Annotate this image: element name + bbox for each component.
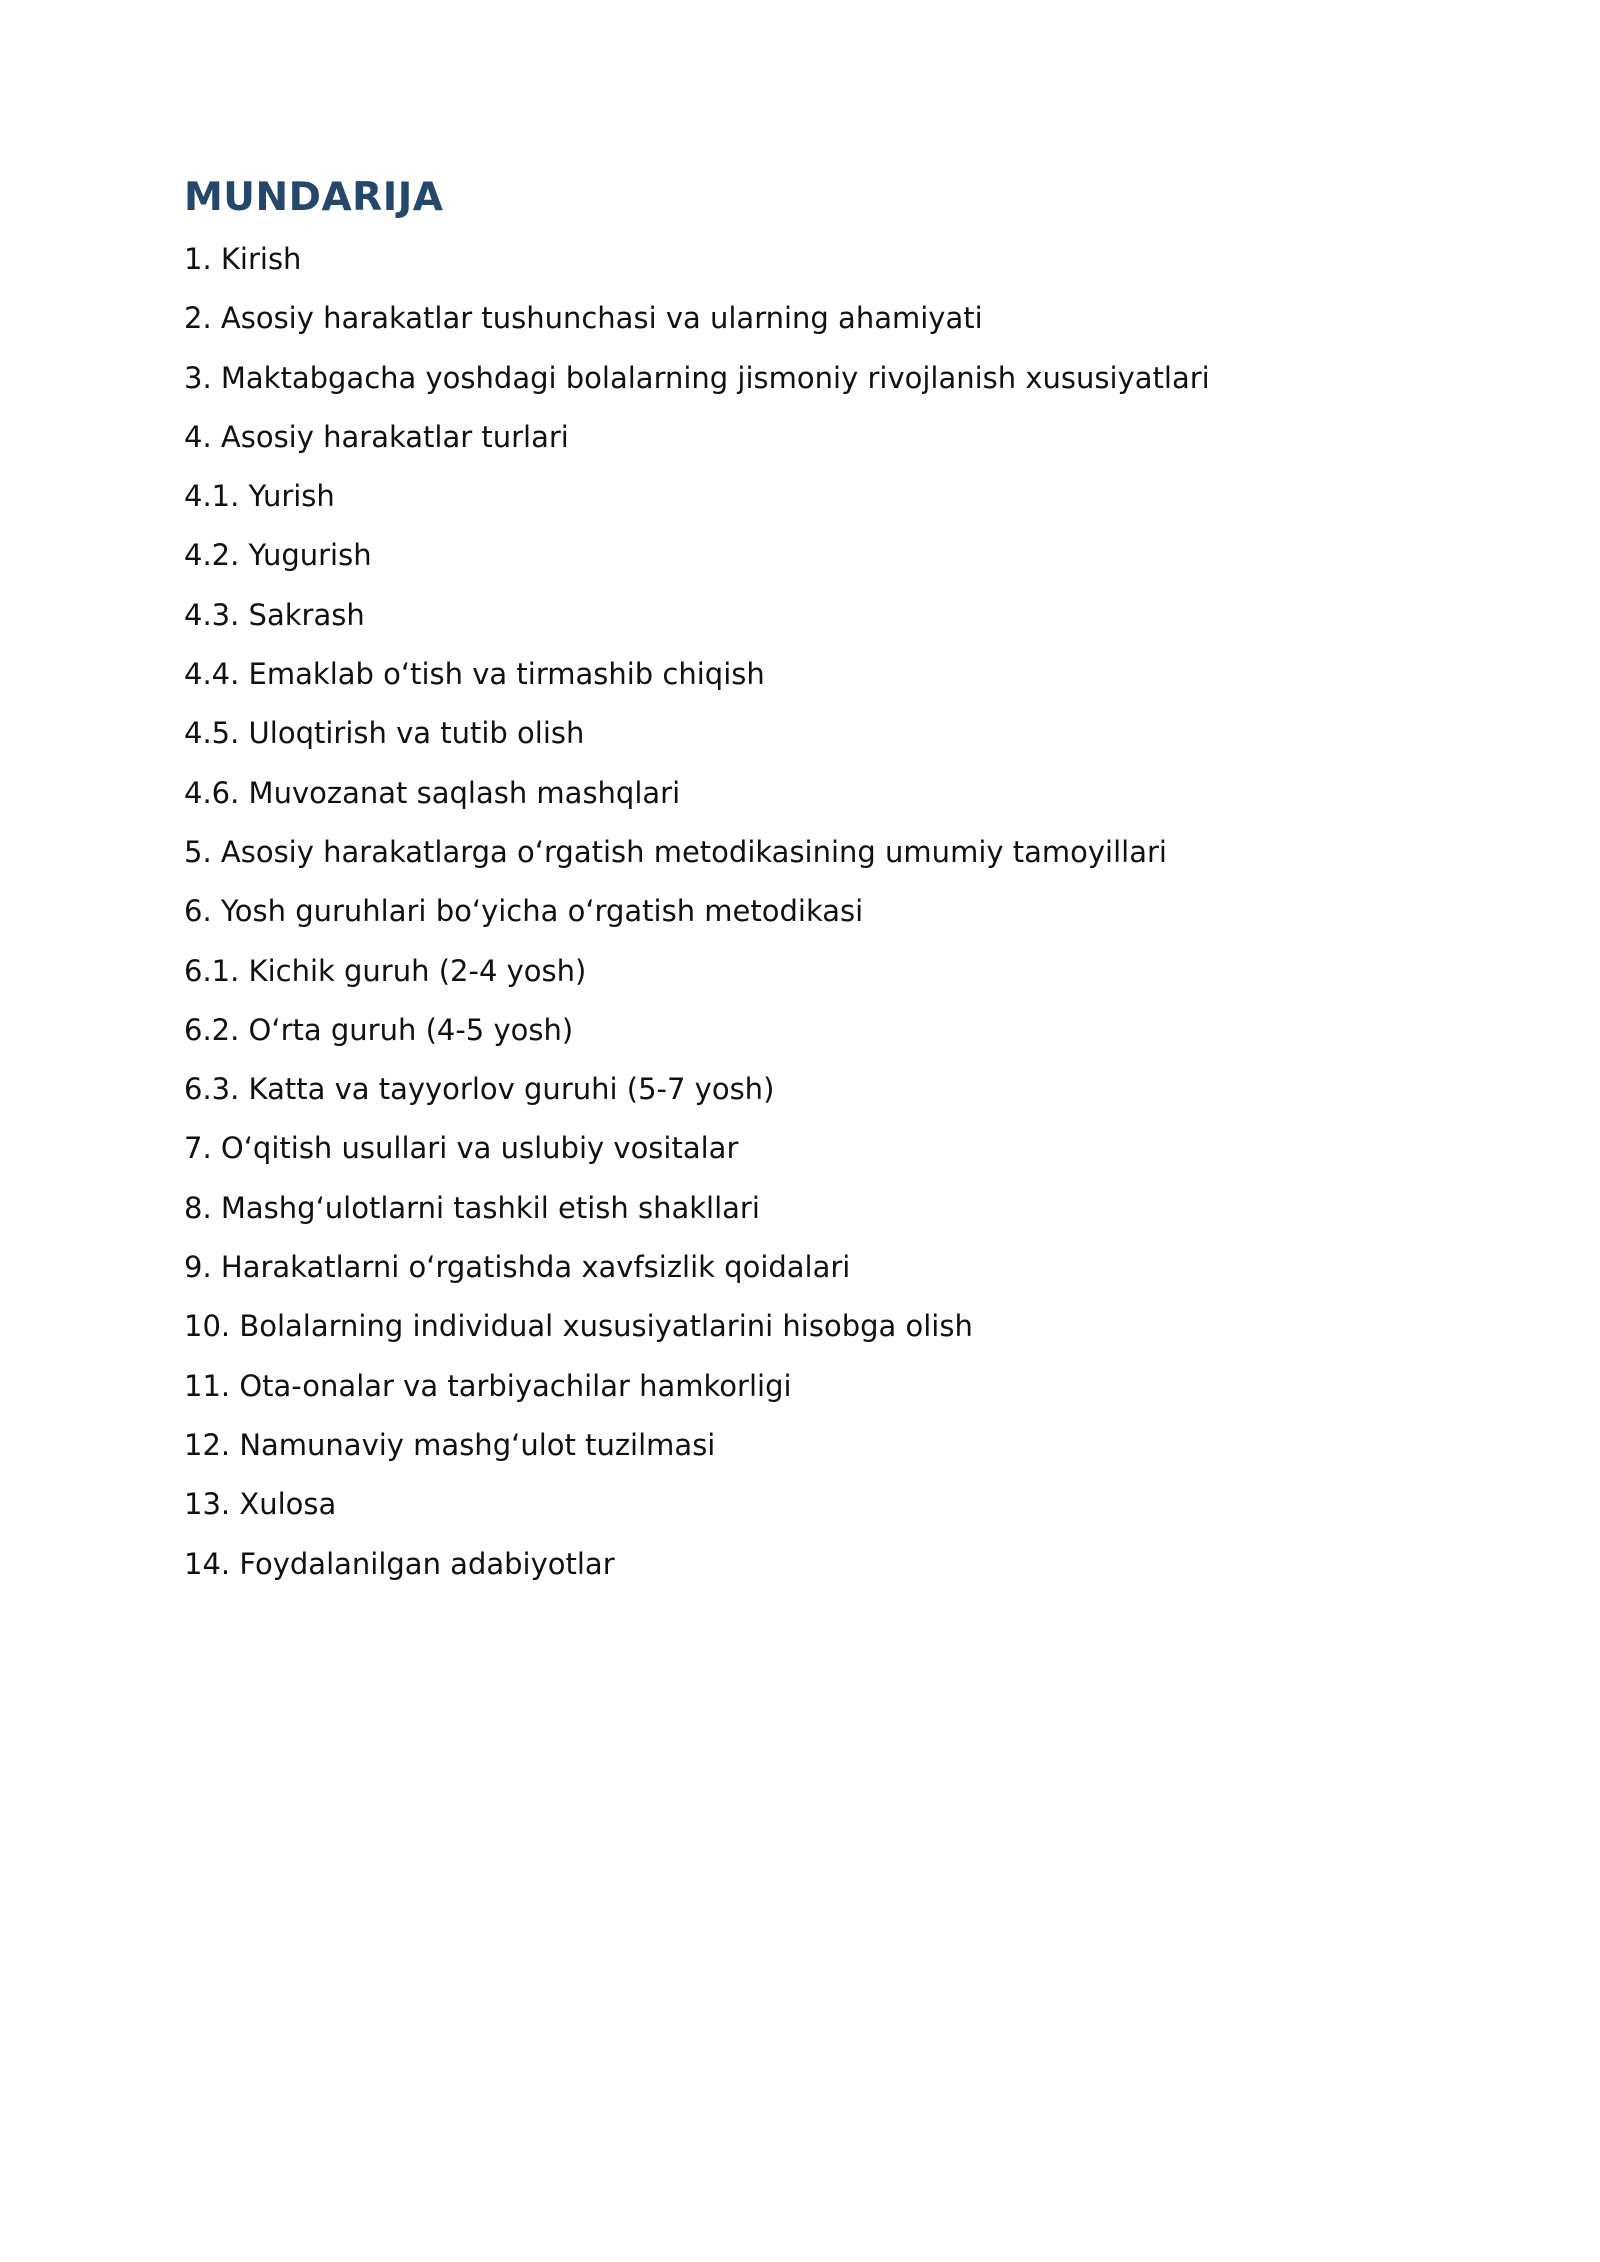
- toc-entry: 4. Asosiy harakatlar turlari: [184, 419, 569, 454]
- toc-entry: 4.3. Sakrash: [184, 597, 365, 632]
- toc-entry: 6. Yosh guruhlari bo‘yicha o‘rgatish metodikasi: [184, 894, 864, 929]
- toc-list: [184, 230, 1484, 1594]
- toc-entry: 4.6. Muvozanat saqlash mashqlari: [184, 775, 681, 810]
- toc-entry: 9. Harakatlarni o‘rgatishda xavfsizlik qoidalari: [184, 1250, 851, 1285]
- toc-entry: 6.2. O‘rta guruh (4-5 yosh): [184, 1012, 574, 1047]
- toc-entry: 12. Namunaviy mashg‘ulot tuzilmasi: [184, 1427, 716, 1462]
- toc-entry: 4.2. Yugurish: [184, 538, 372, 573]
- table-of-contents: [184, 166, 1484, 1594]
- toc-entry: 7. O‘qitish usullari va uslubiy vositalar: [184, 1131, 739, 1166]
- toc-entry: 1. Kirish: [184, 242, 302, 276]
- toc-entry: 6.1. Kichik guruh (2-4 yosh): [184, 953, 587, 988]
- toc-entry: 14. Foydalanilgan adabiyotlar: [184, 1546, 615, 1581]
- toc-entry: 2. Asosiy harakatlar tushunchasi va ularning ahamiyati: [184, 301, 983, 336]
- toc-entry: 8. Mashg‘ulotlarni tashkil etish shakllari: [184, 1190, 760, 1225]
- toc-entry: 10. Bolalarning individual xususiyatlarini hisobga olish: [184, 1309, 973, 1344]
- toc-entry: 11. Ota-onalar va tarbiyachilar hamkorligi: [184, 1368, 792, 1403]
- toc-entry: 13. Xulosa: [184, 1487, 337, 1522]
- toc-entry: 3. Maktabgacha yoshdagi bolalarning jismoniy rivojlanish xususiyatlari: [184, 360, 1210, 395]
- toc-entry: 4.5. Uloqtirish va tutib olish: [184, 716, 585, 751]
- toc-entry: 6.3. Katta va tayyorlov guruhi (5-7 yosh): [184, 1072, 775, 1107]
- toc-title: MUNDARIJA: [184, 175, 444, 220]
- toc-entry: 4.1. Yurish: [184, 479, 335, 514]
- toc-entry: 4.4. Emaklab o‘tish va tirmashib chiqish: [184, 657, 765, 692]
- toc-entry: 5. Asosiy harakatlarga o‘rgatish metodikasining umumiy tamoyillari: [184, 834, 1167, 869]
